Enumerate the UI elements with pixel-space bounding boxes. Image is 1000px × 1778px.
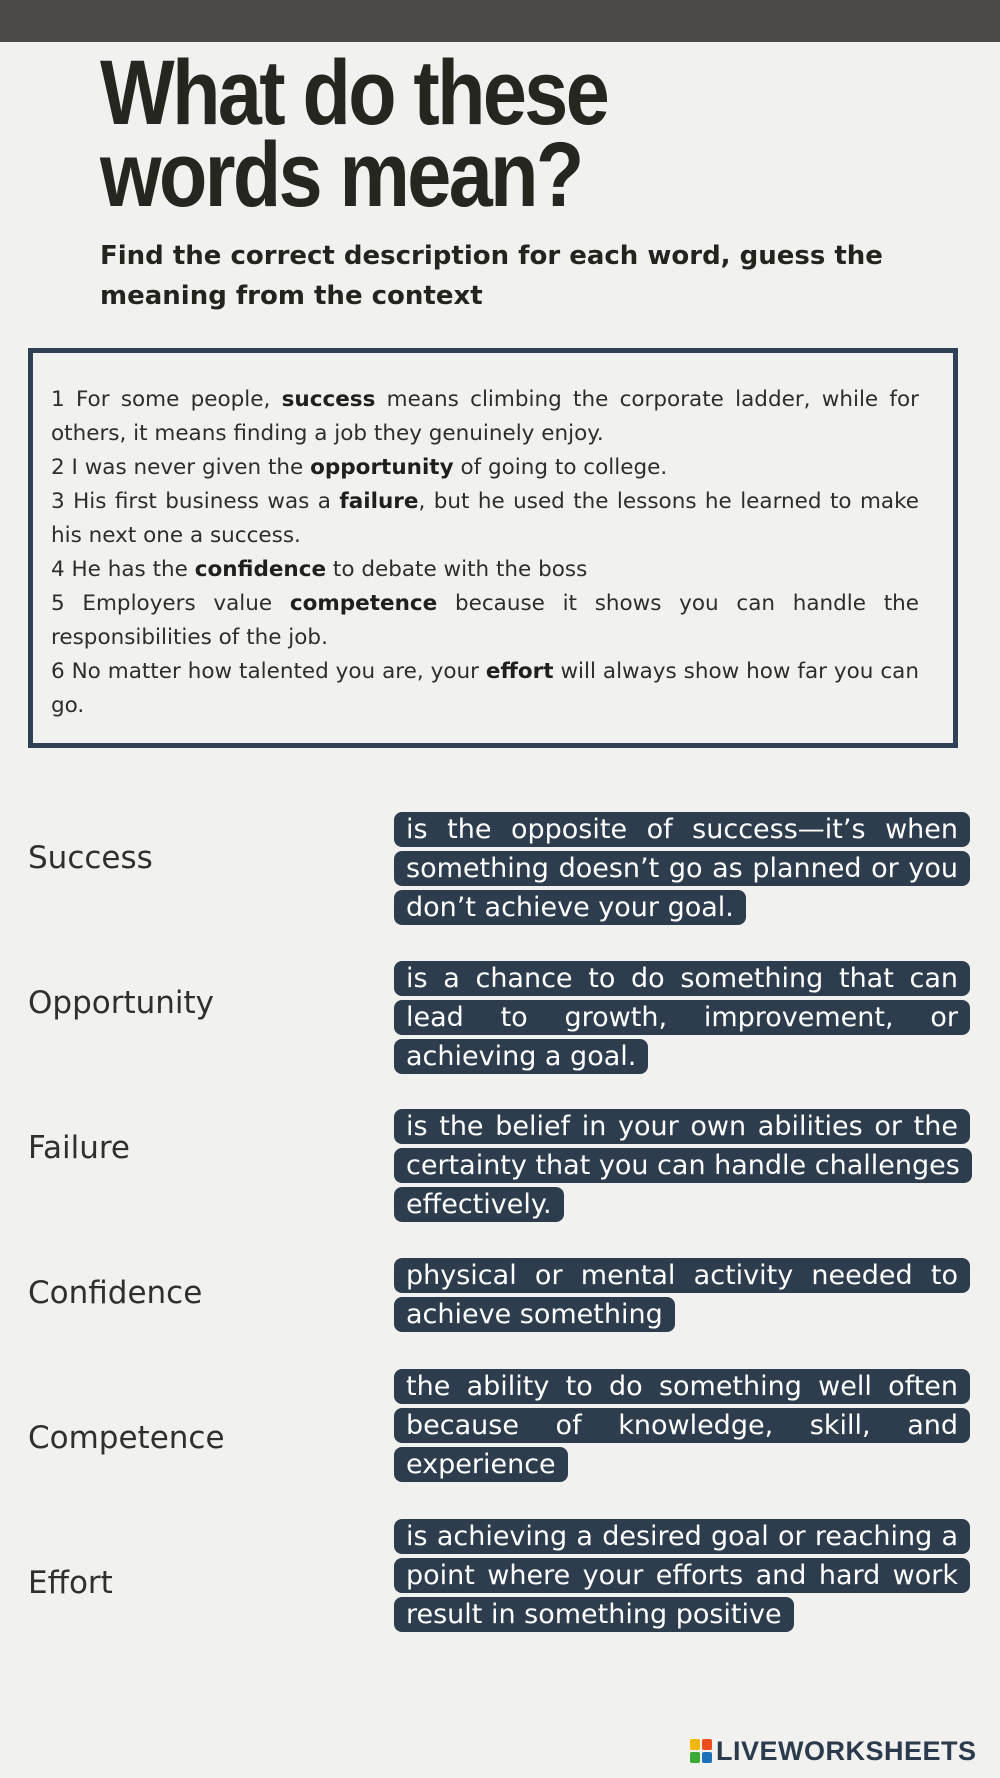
context-sentence: 2 I was never given the opportunity of going to college.	[51, 455, 668, 480]
key-word: effort	[485, 659, 554, 684]
definition-tile[interactable]: is achieving a desired goal or reaching a point where your efforts and hard work result in something positive	[394, 1517, 970, 1634]
key-word: opportunity	[310, 455, 454, 480]
context-sentence: 3 His first business was a failure, but he used the lessons he learned to make his next one a success.	[51, 489, 919, 548]
word-effort: Effort	[28, 1565, 113, 1601]
word-confidence: Confidence	[28, 1275, 203, 1311]
context-sentence: 1 For some people, success means climbing the corporate ladder, while for others, it means finding a job they genuinely enjoy.	[51, 387, 919, 446]
instructions: Find the correct description for each word, guess the meaning from the context	[100, 241, 883, 311]
definition-tile[interactable]: is a chance to do something that can lead to growth, improvement, or achieving a goal.	[394, 959, 970, 1076]
context-sentence: 4 He has the confidence to debate with the boss	[51, 557, 588, 582]
context-sentence: 6 No matter how talented you are, your effort will always show how far you can go.	[51, 659, 919, 718]
word-opportunity: Opportunity	[28, 985, 215, 1021]
top-bar	[0, 0, 1000, 42]
definition-tile[interactable]: physical or mental activity needed to achieve something	[394, 1256, 970, 1334]
definition-tile[interactable]: is the opposite of success—it’s when something doesn’t go as planned or you don’t achieve your goal.	[394, 810, 970, 927]
word-failure: Failure	[28, 1130, 130, 1166]
word-competence: Competence	[28, 1420, 225, 1456]
word-success: Success	[28, 840, 153, 876]
liveworksheets-logo-icon	[690, 1739, 712, 1763]
logo-text: LIVEWORKSHEETS	[716, 1735, 977, 1766]
key-word: competence	[289, 591, 438, 616]
key-word: failure	[339, 489, 419, 514]
definition-tile[interactable]: is the belief in your own abilities or the certainty that you can handle challenges effectively.	[394, 1107, 970, 1224]
key-word: success	[281, 387, 376, 412]
page-title: What do these words mean?	[100, 42, 608, 226]
liveworksheets-logo	[690, 1736, 977, 1766]
context-sentences-box	[28, 348, 958, 748]
key-word: confidence	[194, 557, 327, 582]
context-sentence: 5 Employers value competence because it shows you can handle the responsibilities of the job.	[51, 591, 920, 650]
definition-tile[interactable]: the ability to do something well often because of knowledge, skill, and experience	[394, 1367, 970, 1484]
